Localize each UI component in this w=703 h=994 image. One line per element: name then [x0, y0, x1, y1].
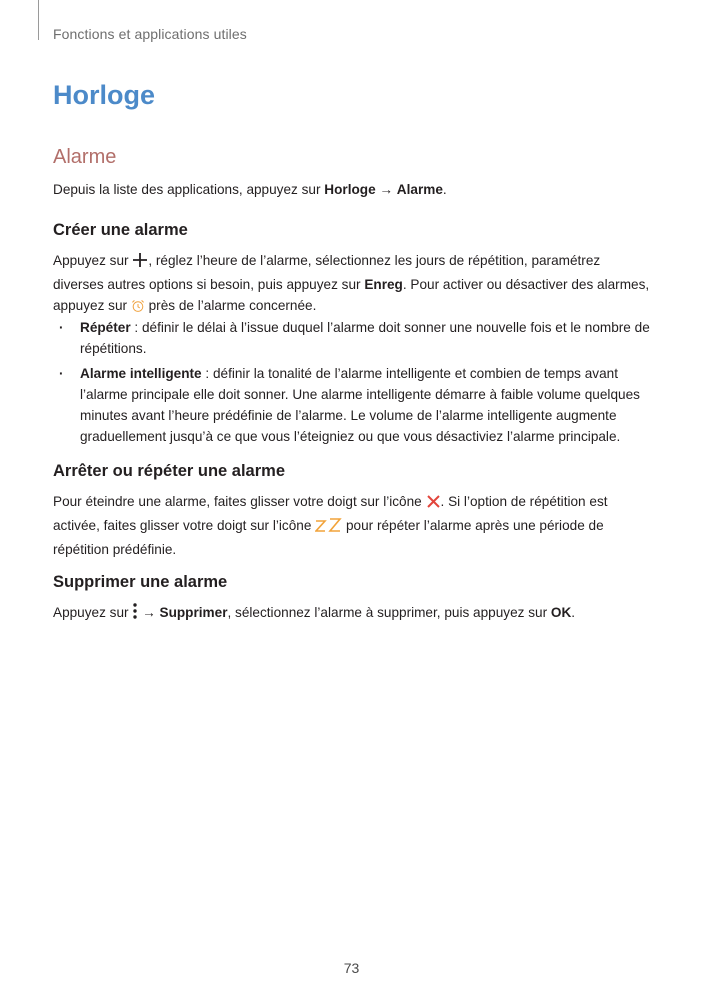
stop-alarm-paragraph — [53, 491, 653, 560]
delete-alarm-paragraph — [53, 602, 653, 626]
create-text-1: Appuyez sur — [53, 253, 133, 268]
delete-supprimer: Supprimer — [159, 605, 228, 620]
bullet-term: Répéter — [80, 320, 131, 335]
intro-text: Depuis la liste des applications, appuyez sur — [53, 182, 325, 197]
bullet-text: : définir le délai à l’issue duquel l’alarme doit sonner une nouvelle fois et le nombre de répétitions. — [80, 320, 650, 356]
delete-text-2: , sélectionnez l’alarme à supprimer, puis appuyez sur — [227, 605, 551, 620]
snooze-zz-icon — [315, 518, 342, 539]
create-enreg: Enreg — [364, 277, 403, 292]
subsection-title-delete: Supprimer une alarme — [53, 573, 228, 591]
alarm-options-list — [53, 317, 653, 451]
delete-period: . — [571, 605, 576, 620]
page-number: 73 — [343, 960, 360, 976]
delete-ok: OK — [550, 605, 572, 620]
create-alarm-paragraph — [53, 250, 653, 319]
subsection-title-stop: Arrêter ou répéter une alarme — [53, 462, 286, 480]
create-text-3: . Pour activer ou désactiver des alarmes, appuyez sur — [53, 277, 650, 313]
list-item — [53, 317, 653, 359]
running-header: Fonctions et applications utiles — [53, 26, 247, 42]
create-text-4: près de l’alarme concernée. — [144, 298, 317, 313]
create-text-2: , réglez l’heure de l’alarme, sélectionnez les jours de répétition, paramétrez diverses autres options si besoin, puis appuyez sur — [53, 253, 601, 292]
page-title: Horloge — [53, 80, 156, 110]
intro-horloge: Horloge — [324, 182, 376, 197]
intro-arrow: → — [375, 182, 397, 197]
close-x-icon — [426, 494, 441, 515]
bullet-term: Alarme intelligente — [80, 366, 202, 381]
stop-text-3: pour répéter l’alarme après une période de répétition prédéfinie. — [53, 518, 604, 557]
alarm-clock-icon — [131, 298, 145, 319]
bullet-text: : définir la tonalité de l’alarme intelligente et combien de temps avant l’alarme principale elle doit sonner. Une alarme intelligente démarre à faible volume quelques minutes avant l’heure prédéfinie de l’alarme. Le volume de l’alarme intelligente augmente graduellement jusqu’à ce que vous l’éteigniez ou que vous désactiviez l’alarme principale. — [80, 366, 640, 444]
plus-icon — [132, 252, 148, 274]
intro-period: . — [442, 182, 447, 197]
stop-text-1: Pour éteindre une alarme, faites glisser votre doigt sur l’icône — [53, 494, 426, 509]
section-title-alarme: Alarme — [53, 146, 117, 168]
subsection-title-create: Créer une alarme — [53, 221, 188, 239]
list-item — [53, 363, 653, 447]
delete-text-1: Appuyez sur — [53, 605, 133, 620]
alarm-intro-paragraph — [53, 179, 653, 200]
delete-arrow: → — [138, 605, 160, 620]
intro-alarme: Alarme — [396, 182, 443, 197]
margin-rule — [38, 0, 39, 40]
stop-text-2: . Si l’option de répétition est activée, faites glisser votre doigt sur l’icône — [53, 494, 608, 533]
